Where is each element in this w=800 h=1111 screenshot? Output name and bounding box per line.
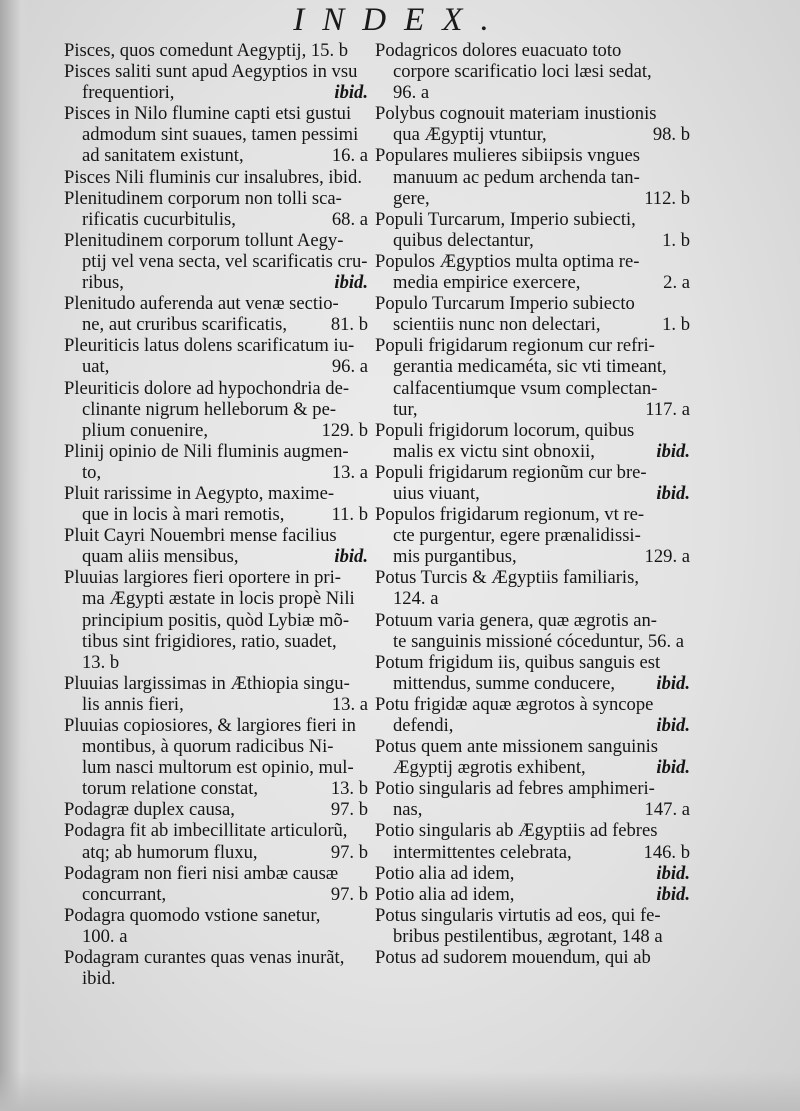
entry-heading-line: Pleuriticis latus dolens scarificatum iu- [64, 335, 355, 357]
page-reference: ibid. [656, 672, 690, 694]
page-reference: 2. a [663, 272, 690, 294]
right-index-column [375, 40, 690, 968]
entry-continuation-line: bribus pestilentibus, ægrotant, 148 a [393, 925, 663, 947]
index-entry [375, 103, 690, 145]
entry-heading-line: Populo Turcarum Imperio subiecto [375, 293, 635, 315]
entry-heading-line: Potu frigidæ aquæ ægrotos à syncope [375, 693, 654, 715]
entry-continuation-line: gerantia medicaméta, sic vti timeant, [393, 356, 667, 378]
entry-continuation-line: intermittentes celebrata, [393, 841, 572, 863]
page-reference: 1. b [662, 229, 690, 251]
entry-heading-line: Plenitudinem corporum non tolli sca- [64, 187, 342, 209]
index-entry [375, 251, 690, 293]
entry-heading-line: Potum frigidum iis, quibus sanguis est [375, 651, 661, 673]
entry-continuation-line: montibus, à quorum radicibus Ni- [82, 736, 334, 758]
entry-continuation-line: malis ex victu sint obnoxii, [393, 440, 595, 462]
index-entry [375, 694, 690, 736]
entry-heading-line: Populos Ægyptios multa optima re- [375, 250, 640, 272]
page-reference: 97. b [330, 883, 368, 905]
index-entry [64, 167, 368, 188]
entry-heading-line: Polybus cognouit materiam inustionis [375, 103, 657, 125]
entry-heading-line: Podagræ duplex causa, [64, 799, 235, 821]
entry-heading-line: Pluuias largiores fieri oportere in pri- [64, 567, 341, 589]
entry-continuation-line: 96. a [393, 82, 430, 104]
entry-heading-line: Populi frigidarum regionũm cur bre- [375, 461, 647, 483]
entry-heading-line: Pisces saliti sunt apud Aegyptios in vsu [64, 61, 358, 83]
page-reference: 16. a [331, 145, 368, 167]
entry-heading-line: Populares mulieres sibiipsis vngues [375, 145, 640, 167]
page-reference: 68. a [331, 208, 368, 230]
entry-continuation-line: mittendus, summe conducere, [393, 672, 616, 694]
entry-continuation-line: clinante nigrum helleborum & pe- [82, 398, 337, 420]
page-reference: 129. b [321, 419, 368, 441]
index-entry [375, 209, 690, 251]
index-entry [375, 420, 690, 462]
entry-heading-line: Potio alia ad idem, [375, 862, 515, 884]
index-entry [375, 293, 690, 335]
entry-continuation-line: nas, [393, 799, 423, 821]
entry-continuation-line: quam aliis mensibus, [82, 546, 239, 568]
entry-heading-line: Pluit Cayri Nouembri mense facilius [64, 525, 337, 547]
index-entry [375, 863, 690, 884]
index-entry [375, 884, 690, 905]
entry-heading-line: Pisces in Nilo flumine capti etsi gustui [64, 103, 352, 125]
index-entry [375, 335, 690, 419]
index-entry [64, 378, 368, 441]
entry-continuation-line: ibid. [82, 968, 116, 990]
entry-continuation-line: scientiis nunc non delectari, [393, 314, 601, 336]
entry-continuation-line: calfacentiumque vsum complectan- [393, 377, 658, 399]
index-entry [64, 293, 368, 335]
page-reference: 96. a [331, 356, 368, 378]
index-entry [64, 230, 368, 293]
entry-continuation-line: uat, [82, 356, 110, 378]
index-entry [64, 483, 368, 525]
index-entry [375, 652, 690, 694]
entry-heading-line: Populi Turcarum, Imperio subiecti, [375, 208, 636, 230]
page-reference: 97. b [330, 841, 368, 863]
entry-continuation-line: concurrant, [82, 883, 167, 905]
entry-continuation-line: frequentiori, [82, 82, 175, 104]
entry-heading-line: Populos frigidarum regionum, vt re- [375, 504, 645, 526]
index-entry [375, 145, 690, 208]
entry-continuation-line: tur, [393, 398, 418, 420]
entry-continuation-line: atq; ab humorum fluxu, [82, 841, 258, 863]
entry-continuation-line: manuum ac pedum archenda tan- [393, 166, 640, 188]
page-reference: ibid. [334, 272, 368, 294]
entry-continuation-line: ne, aut cruribus scarificatis, [82, 314, 287, 336]
entry-continuation-line: ma Ægypti æstate in locis propè Nili [82, 588, 355, 610]
page-reference: 112. b [644, 187, 690, 209]
entry-heading-line: Pluit rarissime in Aegypto, maxime- [64, 482, 335, 504]
index-entry [64, 335, 368, 377]
page-spine-shadow [0, 0, 30, 1111]
entry-continuation-line: Ægyptij ægrotis exhibent, [393, 757, 586, 779]
index-entry [375, 820, 690, 862]
entry-heading-line: Potus singularis virtutis ad eos, qui fe- [375, 904, 661, 926]
entry-continuation-line: que in locis à mari remotis, [82, 504, 285, 526]
page-reference: ibid. [656, 715, 690, 736]
entry-continuation-line: mis purgantibus, [393, 546, 517, 568]
page-bottom-shadow [0, 1071, 800, 1111]
index-entry [64, 820, 368, 862]
entry-continuation-line: admodum sint suaues, tamen pessimi [82, 124, 359, 146]
entry-heading-line: Pisces, quos comedunt Aegyptij, 15. b [64, 40, 349, 61]
index-entry [375, 905, 690, 947]
index-entry [375, 778, 690, 820]
index-entry [375, 462, 690, 504]
index-entry [64, 40, 368, 61]
index-entry [375, 947, 690, 968]
page-reference: ibid. [656, 482, 690, 504]
page-reference: ibid. [334, 82, 368, 104]
entry-heading-line: Potus quem ante missionem sanguinis [375, 736, 659, 758]
page-reference: ibid. [656, 862, 690, 884]
entry-heading-line: Plinij opinio de Nili fluminis augmen- [64, 440, 349, 462]
entry-continuation-line: corpore scarificatio loci læsi sedat, [393, 61, 652, 83]
entry-continuation-line: gere, [393, 187, 430, 209]
entry-continuation-line: plium conuenire, [82, 419, 208, 441]
page-reference: ibid. [656, 440, 690, 462]
entry-heading-line: Potus ad sudorem mouendum, qui ab [375, 947, 651, 969]
entry-continuation-line: ad sanitatem existunt, [82, 145, 244, 167]
page-reference: 13. a [331, 693, 368, 715]
entry-heading-line: Plenitudo auferenda aut venæ sectio- [64, 293, 339, 315]
index-entry [64, 905, 368, 947]
page-reference: 11. b [331, 504, 368, 526]
index-entry [375, 504, 690, 567]
entry-continuation-line: 13. b [82, 651, 120, 673]
index-entry [64, 567, 368, 672]
entry-heading-line: Potio singularis ad febres amphimeri- [375, 778, 655, 800]
entry-heading-line: Podagram curantes quas venas inurãt, [64, 947, 345, 969]
index-entry [64, 715, 368, 799]
index-entry [375, 40, 690, 103]
index-entry [375, 736, 690, 778]
page-reference: ibid. [334, 546, 368, 568]
entry-continuation-line: rificatis cucurbitulis, [82, 208, 236, 230]
index-entry [64, 799, 368, 820]
entry-heading-line: Pleuriticis dolore ad hypochondria de- [64, 377, 350, 399]
entry-continuation-line: lis annis fieri, [82, 693, 184, 715]
entry-continuation-line: media empirice exercere, [393, 272, 581, 294]
entry-heading-line: Podagram non fieri nisi ambæ causæ [64, 862, 339, 884]
left-index-column [64, 40, 368, 989]
page-reference: 147. a [644, 799, 690, 821]
index-entry [64, 525, 368, 567]
entry-continuation-line: principium positis, quòd Lybiæ mõ- [82, 609, 350, 631]
entry-continuation-line: tibus sint frigidiores, ratio, suadet, [82, 630, 337, 652]
entry-heading-line: Podagra fit ab imbecillitate articulorũ, [64, 820, 348, 842]
entry-heading-line: Podagricos dolores euacuato toto [375, 40, 622, 61]
entry-heading-line: Pluuias largissimas in Æthiopia singu- [64, 672, 350, 694]
entry-continuation-line: to, [82, 461, 102, 483]
index-entry [64, 947, 368, 989]
page-reference: 129. a [644, 546, 690, 568]
entry-continuation-line: ribus, [82, 272, 124, 294]
page-title: INDEX. [293, 2, 507, 38]
entry-continuation-line: torum relatione constat, [82, 778, 259, 800]
entry-heading-line: Podagra quomodo vstione sanetur, [64, 904, 321, 926]
entry-heading-line: Potuum varia genera, quæ ægrotis an- [375, 609, 657, 631]
page-reference: 81. b [330, 314, 368, 336]
index-entry [64, 61, 368, 103]
page-reference: ibid. [656, 883, 690, 905]
index-entry [375, 567, 690, 609]
index-entry [375, 610, 690, 652]
entry-continuation-line: cte purgentur, egere prænalidissi- [393, 525, 641, 547]
entry-heading-line: Pluuias copiosiores, & largiores fieri in [64, 715, 356, 736]
page-reference: ibid. [656, 757, 690, 779]
index-entry [64, 863, 368, 905]
entry-continuation-line: defendi, [393, 715, 454, 736]
entry-heading-line: Potus Turcis & Ægyptiis familiaris, [375, 567, 639, 589]
entry-heading-line: Plenitudinem corporum tollunt Aegy- [64, 229, 344, 251]
index-entry [64, 103, 368, 166]
index-entry [64, 673, 368, 715]
entry-continuation-line: 100. a [82, 925, 128, 947]
page-reference: 117. a [645, 398, 690, 420]
entry-heading-line: Populi frigidarum regionum cur refri- [375, 335, 655, 357]
entry-heading-line: Potio alia ad idem, [375, 883, 515, 905]
page-reference: 13. a [331, 461, 368, 483]
entry-continuation-line: qua Ægyptij vtuntur, [393, 124, 547, 146]
page-reference: 1. b [662, 314, 690, 336]
index-entry [64, 441, 368, 483]
entry-continuation-line: lum nasci multorum est opinio, mul- [82, 757, 354, 779]
entry-continuation-line: 124. a [393, 588, 439, 610]
entry-continuation-line: te sanguinis missioné cóceduntur, 56. a [393, 630, 685, 652]
entry-continuation-line: ptij vel vena secta, vel scarificatis cru- [82, 250, 368, 272]
entry-heading-line: Potio singularis ab Ægyptiis ad febres [375, 820, 658, 842]
entry-continuation-line: uius viuant, [393, 482, 480, 504]
page-reference: 13. b [330, 778, 368, 800]
index-entry [64, 188, 368, 230]
page-reference: 146. b [643, 841, 690, 863]
entry-heading-line: Populi frigidorum locorum, quibus [375, 419, 635, 441]
page-reference: 97. b [330, 799, 368, 821]
entry-continuation-line: quibus delectantur, [393, 229, 534, 251]
entry-heading-line: Pisces Nili fluminis cur insalubres, ibid. [64, 166, 362, 188]
page-reference: 98. b [652, 124, 690, 146]
